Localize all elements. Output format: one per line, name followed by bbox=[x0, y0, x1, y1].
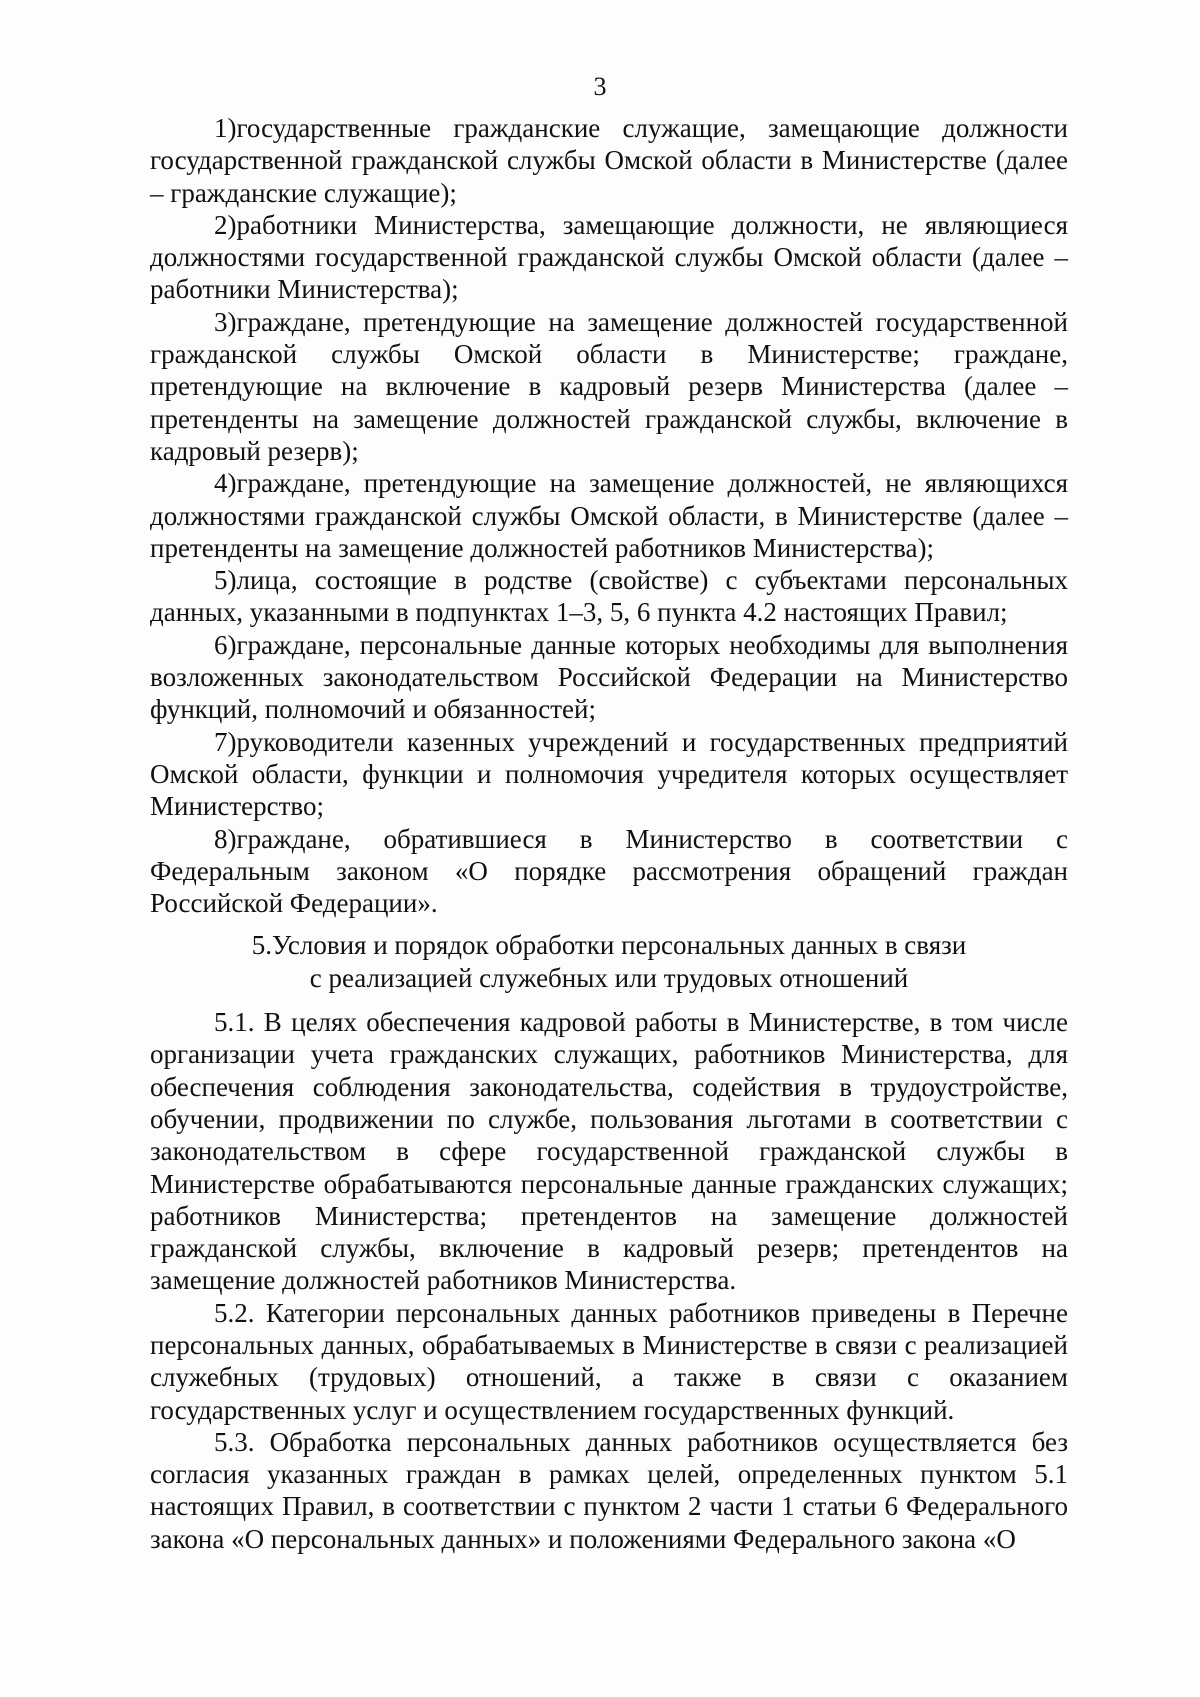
list-item-1: 1)государственные гражданские служащие, замещающие должности государственной гражданской службы Омской области в Министерстве (далее – гражданские служащие); bbox=[150, 113, 1068, 208]
page-number: 3 bbox=[593, 72, 607, 101]
section-heading bbox=[150, 929, 1068, 994]
section-heading-line-1: 5.Условия и порядок обработки персональных данных в связи bbox=[251, 930, 967, 961]
paragraph-5-1: 5.1. В целях обеспечения кадровой работы в Министерстве, в том числе организации учета гражданских служащих, работников Министерства, для обеспечения соблюдения законодательства, содействия в трудоустройстве, обучении, продвижении по службе, пользования льготами в соответствии с законодательством в сфере государственной гражданской службы в Министерстве обрабатываются персональные данные гражданских служащих; работников Министерства; претендентов на замещение должностей гражданской службы, включение в кадровый резерв; претендентов на замещение должностей работников Министерства. bbox=[150, 1007, 1068, 1296]
list-item-5: 5)лица, состоящие в родстве (свойстве) с субъектами персональных данных, указанными в подпунктах 1–3, 5, 6 пункта 4.2 настоящих Правил; bbox=[150, 565, 1068, 628]
list-item-7: 7)руководители казенных учреждений и государственных предприятий Омской области, функции и полномочия учредителя которых осуществляет Министерство; bbox=[150, 726, 1068, 822]
list-item-6: 6)граждане, персональные данные которых необходимы для выполнения возложенных законодательством Российской Федерации на Министерство функций, полномочий и обязанностей; bbox=[150, 629, 1068, 725]
list-item-3: 3)граждане, претендующие на замещение должностей государственной гражданской службы Омской области в Министерстве; граждане, претендующие на включение в кадровый резерв Министерства (далее – претенденты на замещение должностей гражданской службы, включение в кадровый резерв); bbox=[150, 306, 1068, 466]
section-heading-line-2: с реализацией служебных или трудовых отношений bbox=[309, 962, 909, 993]
list-item-4: 4)граждане, претендующие на замещение должностей, не являющихся должностями гражданской службы Омской области, в Министерстве (далее – претенденты на замещение должностей работников Министерства); bbox=[150, 468, 1068, 563]
document-body bbox=[150, 112, 1068, 1555]
paragraph-5-3: 5.3. Обработка персональных данных работников осуществляется без согласия указанных граждан в рамках целей, определенных пунктом 5.1 настоящих Правил, в соответствии с пунктом 2 части 1 статьи 6 Федерального закона «О персональных данных» и положениями Федерального закона «О bbox=[150, 1426, 1068, 1554]
list-item-2: 2)работники Министерства, замещающие должности, не являющиеся должностями государственной гражданской службы Омской области (далее – работники Министерства); bbox=[150, 209, 1068, 305]
list-item-8: 8)граждане, обратившиеся в Министерство в соответствии с Федеральным законом «О порядке рассмотрения обращений граждан Российской Федерации». bbox=[150, 823, 1068, 919]
paragraph-5-2: 5.2. Категории персональных данных работников приведены в Перечне персональных данных, обрабатываемых в Министерстве в связи с реализацией служебных (трудовых) отношений, а также в связи с оказанием государственных услуг и осуществлением государственных функций. bbox=[150, 1297, 1068, 1425]
